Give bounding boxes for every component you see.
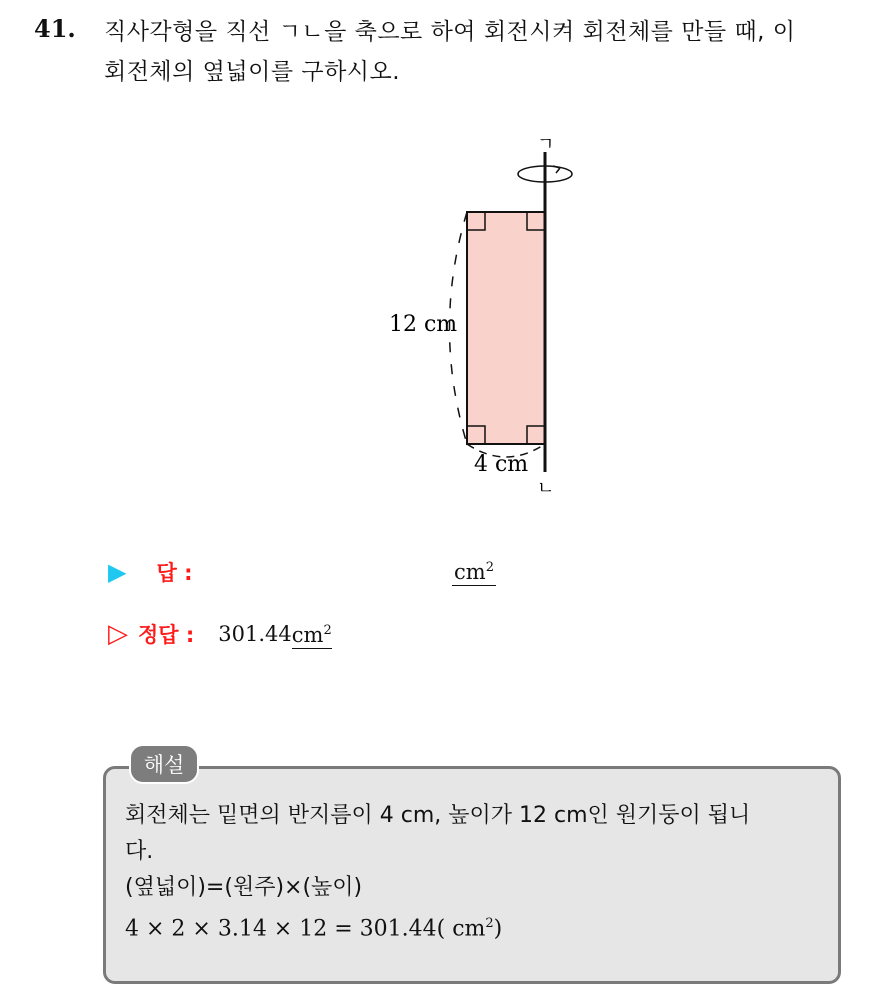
explanation-line-2: 다. — [125, 839, 154, 864]
question-text — [104, 12, 874, 92]
correct-answer-label: 정답 : — [138, 623, 195, 647]
outline-triangle-icon: ▷ — [108, 619, 128, 649]
correct-answer-row — [108, 614, 332, 654]
problem-number: 41. — [34, 14, 76, 43]
height-dimension-arc — [450, 212, 468, 444]
rectangle-shape — [467, 212, 545, 444]
rotation-arrow-icon — [518, 166, 572, 182]
explanation-line-4: 4 × 2 × 3.14 × 12 = 301.44( $cm^2$) — [125, 916, 503, 942]
question-line-1: 직사각형을 직선 ㄱㄴ을 축으로 하여 회전시켜 회전체를 만들 때, 이 — [104, 19, 796, 45]
axis-bottom-label: ㄴ — [537, 478, 555, 499]
answer-row — [108, 552, 528, 592]
explanation-line-1: 회전체는 밑면의 반지름이 4 cm, 높이가 12 cm인 원기둥이 됩니 — [125, 803, 751, 828]
correct-answer-value: 301.44 — [218, 622, 292, 646]
right-angle-mark-top-left — [467, 212, 485, 230]
width-dimension-arc — [467, 444, 545, 457]
axis-top-label: ㄱ — [537, 134, 555, 155]
rotation-arrowhead-icon — [553, 166, 560, 173]
explanation-text — [125, 798, 835, 947]
width-label: 4 cm — [474, 452, 529, 477]
play-triangle-icon: ▶ — [108, 558, 127, 586]
question-line-2: 회전체의 옆넓이를 구하시오. — [104, 59, 401, 85]
correct-answer-unit: $cm^2$ — [292, 619, 332, 649]
height-label: 12 cm — [389, 312, 458, 337]
right-angle-mark-top-right — [527, 212, 545, 230]
explanation-tab: 해설 — [129, 744, 199, 784]
right-angle-mark-bottom-left — [467, 426, 485, 444]
right-angle-mark-bottom-right — [527, 426, 545, 444]
explanation-line-3: (옆넓이)=(원주)×(높이) — [125, 875, 363, 900]
answer-label: 답 : — [156, 561, 193, 585]
answer-unit-field[interactable]: $cm^2$ — [452, 556, 496, 586]
